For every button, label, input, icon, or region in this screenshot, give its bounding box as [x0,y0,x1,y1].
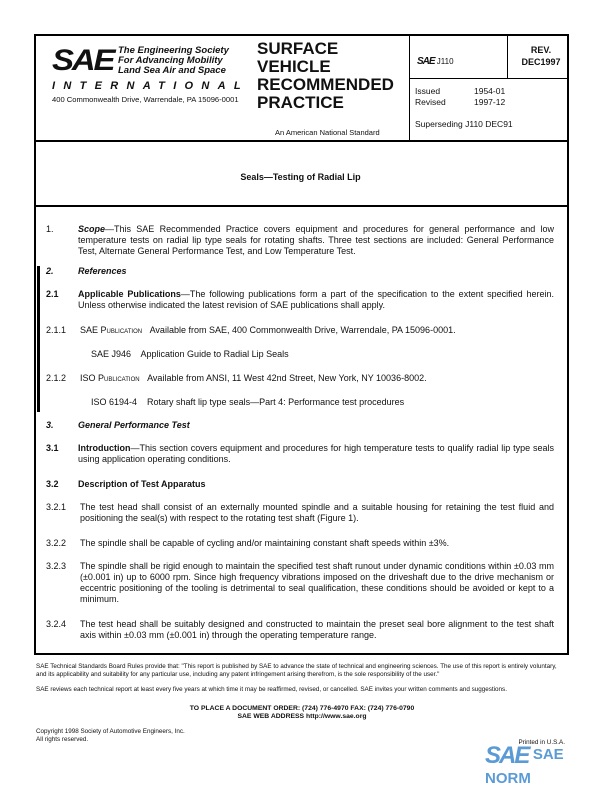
divider [409,78,567,79]
issued-label: Issued [415,86,441,96]
section-heading: Description of Test Apparatus [78,479,206,489]
section-heading: Introduction [78,443,131,453]
reference-item: SAE J946 Application Guide to Radial Lip Seals [91,349,289,359]
section-number: 2.1.2 [46,373,67,383]
section-text: Available from ANSI, 11 West 42nd Street, New York, NY 10036-8002. [147,373,427,383]
revised-label: Revised [415,97,446,107]
section-number: 3.1 [46,443,59,453]
address: 400 Commonwealth Drive, Warrendale, PA 15096-0001 [52,95,239,104]
policy-notice: SAE Technical Standards Board Rules provide that: "This report is published by SAE to advance the state of technical and engineering sciences. The use of this report is entirely voluntary, and its applicability and suitability for any particular use, including any patent infringement arising therefrom, is the sole responsibility of the user." [36,663,557,678]
international-label: INTERNATIONAL [52,80,249,92]
doc-type-line: PRACTICE [257,93,344,112]
section-text: —The following publications form a part of the specification to the extent specified herein. Unless otherwise indicated the latest revision of SAE publications shall apply. [78,289,554,310]
divider [409,34,410,140]
watermark-text: SAE NORM [485,746,564,787]
tagline-line: Land Sea Air and Space [118,65,226,76]
section-number: 3.2 [46,479,59,489]
section-heading: SAE Publication [80,325,143,335]
doc-number-value: J110 [436,57,454,66]
order-info: TO PLACE A DOCUMENT ORDER: (724) 776-4970 FAX: (724) 776-0790 [189,705,415,712]
tagline [118,46,229,76]
sae-norm-watermark [485,742,600,792]
section-heading: References [78,266,127,276]
doc-type [257,40,394,112]
superseding: Superseding J110 DEC91 [415,119,513,129]
tagline-line: The Engineering Society [118,45,229,56]
divider [34,140,567,142]
copyright: Copyright 1998 Society of Automotive Engineers, Inc. [36,728,185,735]
section-number: 3.2.2 [46,538,67,548]
section-scope [78,224,554,257]
reference-item: ISO 6194-4 Rotary shaft lip type seals—Part 4: Performance test procedures [91,397,405,407]
rev-label: REV. [530,45,552,55]
section-text: Available from SAE, 400 Commonwealth Drive, Warrendale, PA 15096-0001. [149,325,456,335]
divider [507,34,508,78]
web-address: SAE WEB ADDRESS http://www.sae.org [237,713,367,720]
review-notice: SAE reviews each technical report at least every five years at which time it may be reaffirmed, revised, or cancelled. SAE invites your written comments and suggestions. [36,686,507,693]
section-text: —This section covers equipment and procedures for high temperature tests to qualify radial lip type seals using application operating conditions. [78,443,554,464]
section-number: 3.2.1 [46,502,67,512]
ans-label: An American National Standard [275,128,380,137]
sae-small-logo: SAE [417,56,435,67]
printed-in: Printed in U.S.A. [518,739,565,746]
section-number: 2. [46,266,54,276]
document-title: Seals—Testing of Radial Lip [240,172,361,182]
section-number: 2.1 [46,289,59,299]
section-heading: ISO Publication [80,373,140,383]
section-text: The spindle shall be capable of cycling and/or maintaining constant shaft speeds within ±3%. [80,538,450,548]
section-number: 2.1.1 [46,325,67,335]
section-sae-publication [80,325,554,336]
section-number: 3. [46,420,54,430]
rev-date: DEC1997 [521,57,561,67]
revised-value: 1997-12 [474,97,506,107]
section-heading: Scope [78,224,106,234]
section-number: 1. [46,224,54,234]
watermark-logo: SAE [485,742,529,769]
section-text: The spindle shall be rigid enough to maintain the specified test shaft runout under dynamic conditions within ±0.03 mm (±0.001 in) up to 6000 rpm. Since high frequency vibrations imposed on the driveshaft due to the drive mechanism or eccentric positioning of the tooling is detrimental to seal qualification, these conditions should be avoided or kept to a minimum. [80,561,554,604]
doc-type-line: RECOMMENDED [257,75,394,94]
section-introduction [78,443,554,465]
section-heading: Applicable Publications [78,289,181,299]
divider [34,205,567,207]
section-heading: General Performance Test [78,420,190,430]
section-number: 3.2.3 [46,561,67,571]
doc-type-line: VEHICLE [257,57,331,76]
change-bar [37,266,40,412]
doc-number [417,56,454,67]
section-applicable-publications [78,289,554,311]
doc-type-line: SURFACE [257,39,339,58]
sae-logo: SAE [52,44,114,77]
revision [517,44,565,68]
section-number: 3.2.4 [46,619,67,629]
issued-value: 1954-01 [474,86,506,96]
tagline-line: For Advancing Mobility [118,55,223,66]
section-text: The test head shall be suitably designed and constructed to maintain the preset seal bore alignment to the test shaft axis within ±0.03 mm (±0.001 in) through the operating temperature range. [80,619,554,640]
rights: All rights reserved. [36,736,89,743]
section-iso-publication [80,373,554,384]
section-text: —This SAE Recommended Practice covers equipment and procedures for general performance and low temperature tests on radial lip type seals for rotating shafts. Three test sections are included: General Performance Test, Alternate General Performance Test, and Low Temperature Test. [78,224,554,256]
section-text: The test head shall consist of an externally mounted spindle and a suitable housing for retaining the test fluid and positioning the seal(s) with respect to the rotating test shaft (Figure 1). [80,502,554,523]
